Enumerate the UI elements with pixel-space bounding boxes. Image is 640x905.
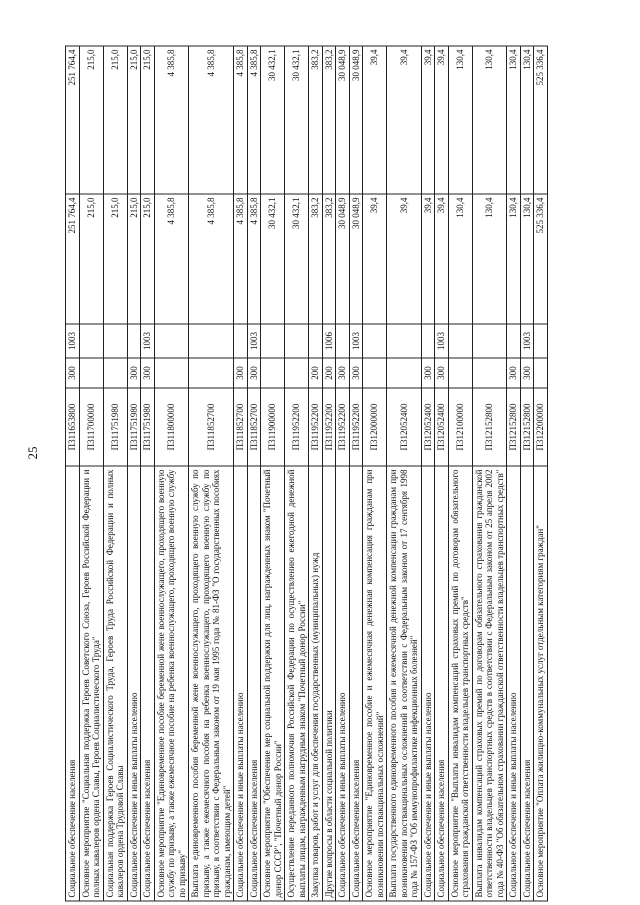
cell-amount-total: 30 048,9 [336, 46, 350, 194]
cell-name: Основное мероприятие "Единовременное пособие и ежемесячная денежная компенсация гражданам при возникновении поствакцинальных осложнений" [363, 466, 387, 901]
table-row [141, 46, 155, 901]
cell-amount-total: 39,4 [387, 46, 422, 194]
cell-section [309, 324, 323, 358]
cell-amount-plan: 130,4 [472, 194, 507, 324]
cell-target-code: П311852700 [189, 388, 234, 466]
cell-expense-group [534, 358, 548, 388]
cell-name: Осуществление переданного полномочия Российской Федерации по осуществлению ежегодной денежной выплаты лицам, награжденным нагрудным знаком "Почетный донор России" [285, 466, 309, 901]
cell-section [154, 324, 189, 358]
cell-expense-group: 200 [309, 358, 323, 388]
cell-name: Закупка товаров, работ и услуг для обеспечения государственных (муниципальных) нужд [309, 466, 323, 901]
cell-expense-group: 300 [141, 358, 155, 388]
cell-expense-group: 300 [349, 358, 363, 388]
cell-name: Социальное обеспечение и иные выплаты населению [234, 466, 248, 901]
cell-target-code: П312052400 [387, 388, 422, 466]
table-row [534, 46, 548, 901]
cell-expense-group [448, 358, 472, 388]
cell-amount-total: 215,0 [127, 46, 141, 194]
table-row [363, 46, 387, 901]
cell-name: Социальное обеспечение населения [435, 466, 449, 901]
table-row [309, 46, 323, 901]
table-row [507, 46, 521, 901]
cell-section [363, 324, 387, 358]
cell-section: 1003 [66, 324, 80, 358]
cell-expense-group [285, 358, 309, 388]
table-row [127, 46, 141, 901]
cell-amount-plan: 215,0 [141, 194, 155, 324]
cell-expense-group: 300 [435, 358, 449, 388]
cell-name: Социальное обеспечение и иные выплаты населению [127, 466, 141, 901]
cell-section [534, 324, 548, 358]
cell-section [507, 324, 521, 358]
cell-name: Социальное обеспечение и иные выплаты населению [336, 466, 350, 901]
cell-section: 1003 [435, 324, 449, 358]
cell-amount-total: 4 385,8 [189, 46, 234, 194]
cell-amount-total: 383,2 [309, 46, 323, 194]
cell-target-code: П311653800 [66, 388, 80, 466]
cell-amount-plan: 4 385,8 [189, 194, 234, 324]
cell-target-code: П312100000 [448, 388, 472, 466]
cell-amount-plan: 30 432,1 [261, 194, 285, 324]
cell-section [234, 324, 248, 358]
table-row [234, 46, 248, 901]
cell-amount-plan: 4 385,8 [154, 194, 189, 324]
table-row [103, 46, 127, 901]
cell-amount-total: 383,2 [322, 46, 336, 194]
cell-section [285, 324, 309, 358]
cell-expense-group: 300 [127, 358, 141, 388]
cell-target-code: П312052400 [421, 388, 435, 466]
cell-section: 1003 [520, 324, 534, 358]
cell-name: Основное мероприятие "Выплаты инвалидам компенсаций страховых премий по договорам обязательного страхования гражданской ответственности владельцев транспортных средств" [448, 466, 472, 901]
cell-amount-plan: 30 048,9 [349, 194, 363, 324]
cell-expense-group: 300 [234, 358, 248, 388]
cell-amount-plan: 215,0 [79, 194, 103, 324]
cell-target-code: П311952200 [309, 388, 323, 466]
cell-amount-total: 30 432,1 [261, 46, 285, 194]
cell-target-code: П312052400 [435, 388, 449, 466]
cell-amount-plan: 39,4 [421, 194, 435, 324]
cell-name: Основное мероприятие "Обеспечение мер социальной поддержки для лиц, награжденных знаком "Почетный донор СССР", "Почетный донор России" [261, 466, 285, 901]
table-row [336, 46, 350, 901]
cell-amount-plan: 130,4 [448, 194, 472, 324]
table-row [189, 46, 234, 901]
table-row [154, 46, 189, 901]
table-row [448, 46, 472, 901]
cell-target-code: П312000000 [363, 388, 387, 466]
cell-amount-total: 215,0 [141, 46, 155, 194]
cell-section [421, 324, 435, 358]
cell-name: Социальное обеспечение и иные выплаты населению [507, 466, 521, 901]
cell-name: Социальное обеспечение и иные выплаты населению [421, 466, 435, 901]
cell-target-code: П311952200 [285, 388, 309, 466]
cell-amount-total: 30 432,1 [285, 46, 309, 194]
table-row [261, 46, 285, 901]
cell-amount-plan: 39,4 [363, 194, 387, 324]
cell-name: Социальное обеспечение населения [66, 466, 80, 901]
cell-target-code: П311751980 [103, 388, 127, 466]
cell-target-code: П311700000 [79, 388, 103, 466]
cell-section [336, 324, 350, 358]
table-row [421, 46, 435, 901]
rotated-budget-table [65, 47, 575, 902]
cell-name: Выплата государственного единовременного пособия и ежемесячной денежной компенсации гражданам при возникновении поствакцинальных осложнений в соответствии с Федеральным законом от 17 сентября 1998 года № 157-ФЗ "Об иммунопрофилактике инфекционных болезней" [387, 466, 422, 901]
cell-name: Социальное обеспечение населения [349, 466, 363, 901]
cell-name: Социальное обеспечение населения [141, 466, 155, 901]
cell-expense-group: 300 [336, 358, 350, 388]
cell-expense-group: 300 [507, 358, 521, 388]
cell-amount-total: 130,4 [472, 46, 507, 194]
cell-expense-group [261, 358, 285, 388]
page-number: 25 [25, 446, 40, 460]
cell-amount-total: 39,4 [435, 46, 449, 194]
cell-target-code: П311751980 [141, 388, 155, 466]
cell-expense-group: 300 [421, 358, 435, 388]
table-row [349, 46, 363, 901]
cell-name: Социальная поддержка Героев Социалистического Труда, Героев Труда Российской Федерации и полных кавалеров ордена Трудовой Славы [103, 466, 127, 901]
cell-expense-group [103, 358, 127, 388]
table-row [79, 46, 103, 901]
cell-amount-plan: 215,0 [103, 194, 127, 324]
cell-target-code: П311800000 [154, 388, 189, 466]
cell-expense-group: 200 [322, 358, 336, 388]
cell-target-code: П311751980 [127, 388, 141, 466]
cell-amount-plan: 525 336,4 [534, 194, 548, 324]
table-row [285, 46, 309, 901]
cell-name: Выплата инвалидам компенсаций страховых премий по договорам обязательного страхования гражданской ответственности владельцев транспортных средств в соответствии с Федеральным законом от 25 апреля 2002 года № 40-ФЗ "Об обязательном страховании гражданской ответственности владельцев транспортных средств" [472, 466, 507, 901]
cell-target-code: П311952200 [349, 388, 363, 466]
table-row [387, 46, 422, 901]
cell-amount-plan: 39,4 [435, 194, 449, 324]
cell-amount-total: 251 764,4 [66, 46, 80, 194]
cell-amount-plan: 383,2 [322, 194, 336, 324]
cell-section: 1003 [349, 324, 363, 358]
cell-section [79, 324, 103, 358]
cell-expense-group [189, 358, 234, 388]
cell-amount-total: 4 385,8 [234, 46, 248, 194]
cell-section [472, 324, 507, 358]
cell-amount-total: 39,4 [421, 46, 435, 194]
budget-table [65, 46, 548, 902]
cell-name: Выплата единовременного пособия беременной жене военнослужащего, проходящего военную службу по призыву, а также ежемесячного пособия на ребенка военнослужащего, проходящего военную службу по призыву, в соответствии с Федеральным законом от 19 мая 1995 года № 81-ФЗ "О государственных пособиях гражданам, имеющим детей" [189, 466, 234, 901]
cell-expense-group: 300 [66, 358, 80, 388]
cell-section [189, 324, 234, 358]
cell-expense-group: 300 [520, 358, 534, 388]
cell-amount-plan: 30 048,9 [336, 194, 350, 324]
cell-section [448, 324, 472, 358]
cell-target-code: П312200000 [534, 388, 548, 466]
cell-amount-total: 130,4 [507, 46, 521, 194]
cell-expense-group: 300 [247, 358, 261, 388]
cell-amount-total: 39,4 [363, 46, 387, 194]
cell-amount-plan: 215,0 [127, 194, 141, 324]
table-row [472, 46, 507, 901]
cell-target-code: П311852700 [247, 388, 261, 466]
cell-amount-total: 215,0 [103, 46, 127, 194]
cell-name: Основное мероприятие "Единовременное пособие беременной жене военнослужащего, проходящего военную службу по призыву, а также ежемесячное пособие на ребенка военнослужащего, проходящего военную службу по призыву" [154, 466, 189, 901]
cell-section: 1003 [141, 324, 155, 358]
cell-target-code: П311852700 [234, 388, 248, 466]
cell-expense-group [154, 358, 189, 388]
table-body [66, 46, 548, 901]
cell-target-code: П311952200 [336, 388, 350, 466]
table-row [520, 46, 534, 901]
cell-section [103, 324, 127, 358]
cell-target-code: П312152800 [520, 388, 534, 466]
cell-section: 1003 [247, 324, 261, 358]
cell-target-code: П312152800 [507, 388, 521, 466]
cell-amount-plan: 130,4 [520, 194, 534, 324]
cell-expense-group [79, 358, 103, 388]
cell-amount-plan: 4 385,8 [247, 194, 261, 324]
cell-target-code: П311952200 [322, 388, 336, 466]
cell-section [387, 324, 422, 358]
cell-name: Социальное обеспечение населения [520, 466, 534, 901]
cell-amount-plan: 251 764,4 [66, 194, 80, 324]
cell-name: Другие вопросы в области социальной политики [322, 466, 336, 901]
cell-target-code: П312152800 [472, 388, 507, 466]
table-row [322, 46, 336, 901]
cell-amount-total: 130,4 [448, 46, 472, 194]
table-row [66, 46, 80, 901]
cell-amount-plan: 39,4 [387, 194, 422, 324]
cell-name: Основное мероприятие "Оплата жилищно-коммунальных услуг отдельным категориям граждан" [534, 466, 548, 901]
cell-name: Социальное обеспечение населения [247, 466, 261, 901]
cell-amount-plan: 383,2 [309, 194, 323, 324]
cell-amount-total: 30 048,9 [349, 46, 363, 194]
cell-name: Основное мероприятие "Социальная поддержка Героев Советского Союза, Героев Российской Федерации и полных кавалеров ордена Славы, Героев Социалистического Труда" [79, 466, 103, 901]
cell-expense-group [472, 358, 507, 388]
cell-amount-total: 4 385,8 [154, 46, 189, 194]
cell-expense-group [387, 358, 422, 388]
table-row [247, 46, 261, 901]
cell-section [261, 324, 285, 358]
cell-expense-group [363, 358, 387, 388]
cell-amount-plan: 30 432,1 [285, 194, 309, 324]
cell-amount-plan: 130,4 [507, 194, 521, 324]
table-row [435, 46, 449, 901]
cell-amount-total: 215,0 [79, 46, 103, 194]
cell-amount-total: 130,4 [520, 46, 534, 194]
cell-amount-total: 4 385,8 [247, 46, 261, 194]
cell-section [127, 324, 141, 358]
cell-amount-plan: 4 385,8 [234, 194, 248, 324]
cell-amount-total: 525 336,4 [534, 46, 548, 194]
cell-section: 1006 [322, 324, 336, 358]
cell-target-code: П311900000 [261, 388, 285, 466]
